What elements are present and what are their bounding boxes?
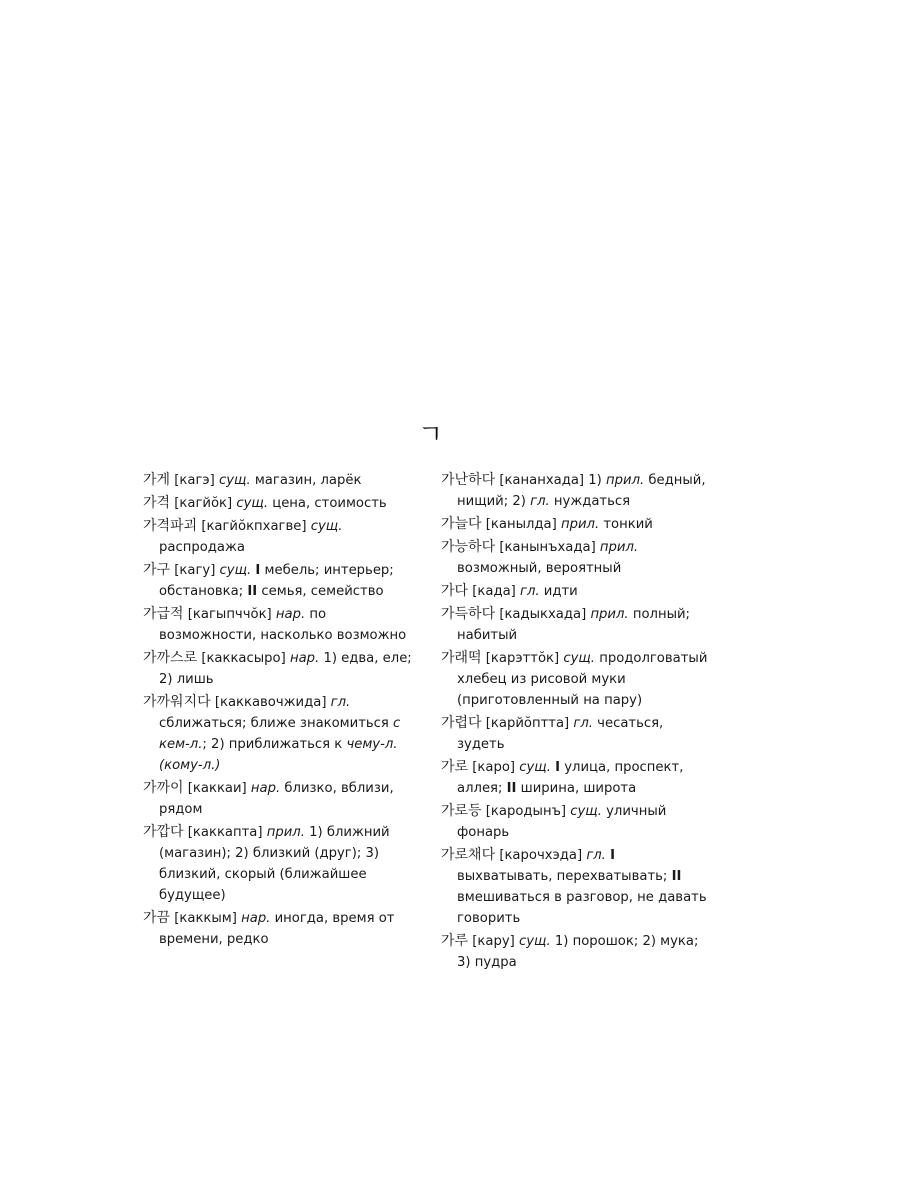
dictionary-entry: [143, 692, 413, 776]
part-of-speech: нар.: [275, 607, 306, 622]
dictionary-entry: [143, 493, 413, 514]
transcription: [кару]: [472, 934, 515, 949]
headword: 가래떡: [441, 650, 482, 666]
headword: 가루: [441, 933, 469, 949]
transcription: [кадыкхада]: [499, 607, 587, 622]
dictionary-entry: [143, 470, 413, 491]
transcription: [кананхада]: [499, 473, 585, 488]
part-of-speech: сущ.: [563, 651, 595, 666]
transcription: [кагыпччŏк]: [187, 607, 272, 622]
part-of-speech: гл.: [573, 716, 593, 731]
part-of-speech: гл.: [530, 494, 550, 509]
transcription: [кагйŏкпхагве]: [201, 519, 307, 534]
sense-number: 2): [512, 494, 526, 509]
dictionary-entry: [143, 648, 413, 690]
headword: 가능하다: [441, 539, 496, 555]
headword: 가깝다: [143, 824, 184, 840]
definition: тонкий: [603, 517, 653, 532]
transcription: [каккасыро]: [201, 651, 286, 666]
dictionary-entry: [441, 648, 711, 711]
part-of-speech: нар.: [289, 651, 320, 666]
transcription: [канынъхада]: [499, 540, 596, 555]
sense-number: I: [610, 848, 616, 863]
part-of-speech: гл.: [586, 848, 606, 863]
left-column: [143, 470, 413, 952]
definition: бедный, нищий;: [457, 473, 706, 509]
headword: 가까이: [143, 780, 184, 796]
transcription: [каккавочжида]: [214, 695, 327, 710]
dictionary-entry: [441, 757, 711, 799]
dictionary-entry: [441, 604, 711, 646]
definition: полный; набитый: [457, 607, 690, 643]
definition: магазин, ларёк: [254, 473, 362, 488]
transcription: [кародынъ]: [485, 804, 567, 819]
headword: 가다: [441, 583, 469, 599]
dictionary-entry: [441, 537, 711, 579]
headword: 가까워지다: [143, 694, 211, 710]
part-of-speech: сущ.: [236, 496, 269, 511]
dictionary-entry: [143, 778, 413, 820]
part-of-speech: сущ.: [219, 563, 252, 578]
part-of-speech: гл.: [330, 695, 351, 710]
part-of-speech: сущ.: [310, 519, 343, 534]
definition: семья, семейство: [261, 584, 384, 599]
part-of-speech: прил.: [266, 825, 305, 840]
headword: 가난하다: [441, 472, 496, 488]
section-letter: ㄱ: [418, 420, 444, 450]
sense-number: I: [555, 760, 561, 775]
headword: 가격: [143, 495, 171, 511]
definition: иногда, время от времени, редко: [159, 911, 395, 947]
part-of-speech: прил.: [606, 473, 645, 488]
definition: цена, стоимость: [272, 496, 387, 511]
transcription: [карочхэда]: [499, 848, 583, 863]
right-column: [441, 470, 711, 975]
definition: мебель; интерьер; обстановка;: [159, 563, 394, 599]
definition: вмешиваться в разговор, не давать говорить: [457, 890, 707, 926]
definition: ; 2) приближаться к: [202, 737, 343, 752]
headword: 가까스로: [143, 650, 198, 666]
transcription: [кагэ]: [174, 473, 215, 488]
transcription: [каро]: [472, 760, 516, 775]
part-of-speech: прил.: [560, 517, 600, 532]
definition: уличный фонарь: [457, 804, 667, 840]
dictionary-entry: [143, 908, 413, 950]
dictionary-entry: [441, 931, 711, 973]
sense-number: II: [506, 781, 517, 796]
part-of-speech: прил.: [599, 540, 639, 555]
transcription: [каккапта]: [187, 825, 263, 840]
transcription: [карйŏптта]: [485, 716, 570, 731]
transcription: [карэттŏк]: [485, 651, 560, 666]
sense-number: II: [247, 584, 258, 599]
headword: 가급적: [143, 606, 184, 622]
dictionary-entry: [441, 845, 711, 929]
definition: нуждаться: [553, 494, 631, 509]
headword: 가끔: [143, 910, 171, 926]
headword: 가격파괴: [143, 518, 198, 534]
transcription: [кагйŏк]: [174, 496, 233, 511]
definition: сближаться; ближе знакомиться: [159, 716, 389, 731]
definition: возможный, вероятный: [457, 561, 622, 576]
transcription: [каккым]: [174, 911, 237, 926]
headword: 가득하다: [441, 606, 496, 622]
dictionary-entry: [441, 514, 711, 535]
dictionary-entry: [441, 581, 711, 602]
definition: продолговатый хлебец из рисовой муки (приготовленный на пару): [457, 651, 708, 708]
definition: 1) ближний (магазин); 2) близкий (друг); 3) близкий, скорый (ближайшее будущее): [159, 825, 390, 903]
definition: улица, проспект, аллея;: [457, 760, 684, 796]
part-of-speech: нар.: [250, 781, 281, 796]
headword: 가게: [143, 472, 171, 488]
dictionary-entry: [143, 604, 413, 646]
headword: 가로채다: [441, 847, 496, 863]
definition: близко, вблизи, рядом: [159, 781, 394, 817]
definition: распродажа: [159, 540, 245, 555]
headword: 가로등: [441, 803, 482, 819]
sense-number: I: [255, 563, 261, 578]
part-of-speech: гл.: [520, 584, 540, 599]
part-of-speech: сущ.: [518, 934, 551, 949]
usage-note: чему-л. (кому-л.): [159, 737, 398, 773]
part-of-speech: нар.: [241, 911, 271, 926]
dictionary-entry: [441, 713, 711, 755]
part-of-speech: сущ.: [218, 473, 251, 488]
dictionary-entry: [143, 822, 413, 906]
transcription: [каккаи]: [187, 781, 247, 796]
definition: выхватывать, перехватывать;: [457, 869, 668, 884]
definition: 1) порошок; 2) мука; 3) пудра: [457, 934, 699, 970]
part-of-speech: сущ.: [570, 804, 602, 819]
definition: ширина, широта: [520, 781, 637, 796]
dictionary-entry: [143, 516, 413, 558]
definition: идти: [543, 584, 578, 599]
part-of-speech: прил.: [590, 607, 629, 622]
dictionary-entry: [441, 801, 711, 843]
sense-number: II: [671, 869, 682, 884]
headword: 가늘다: [441, 516, 482, 532]
headword: 가구: [143, 562, 171, 578]
definition: по возможности, насколько возможно: [159, 607, 407, 643]
headword: 가로: [441, 759, 469, 775]
transcription: [када]: [472, 584, 516, 599]
part-of-speech: сущ.: [519, 760, 551, 775]
definition: чесаться, зудеть: [457, 716, 664, 752]
usage-note: с кем-л.: [159, 716, 401, 752]
sense-number: 1): [588, 473, 602, 488]
transcription: [кагу]: [174, 563, 216, 578]
dictionary-entry: [143, 560, 413, 602]
headword: 가렵다: [441, 715, 482, 731]
transcription: [канылда]: [485, 517, 557, 532]
definition: 1) едва, еле; 2) лишь: [159, 651, 412, 687]
dictionary-entry: [441, 470, 711, 512]
